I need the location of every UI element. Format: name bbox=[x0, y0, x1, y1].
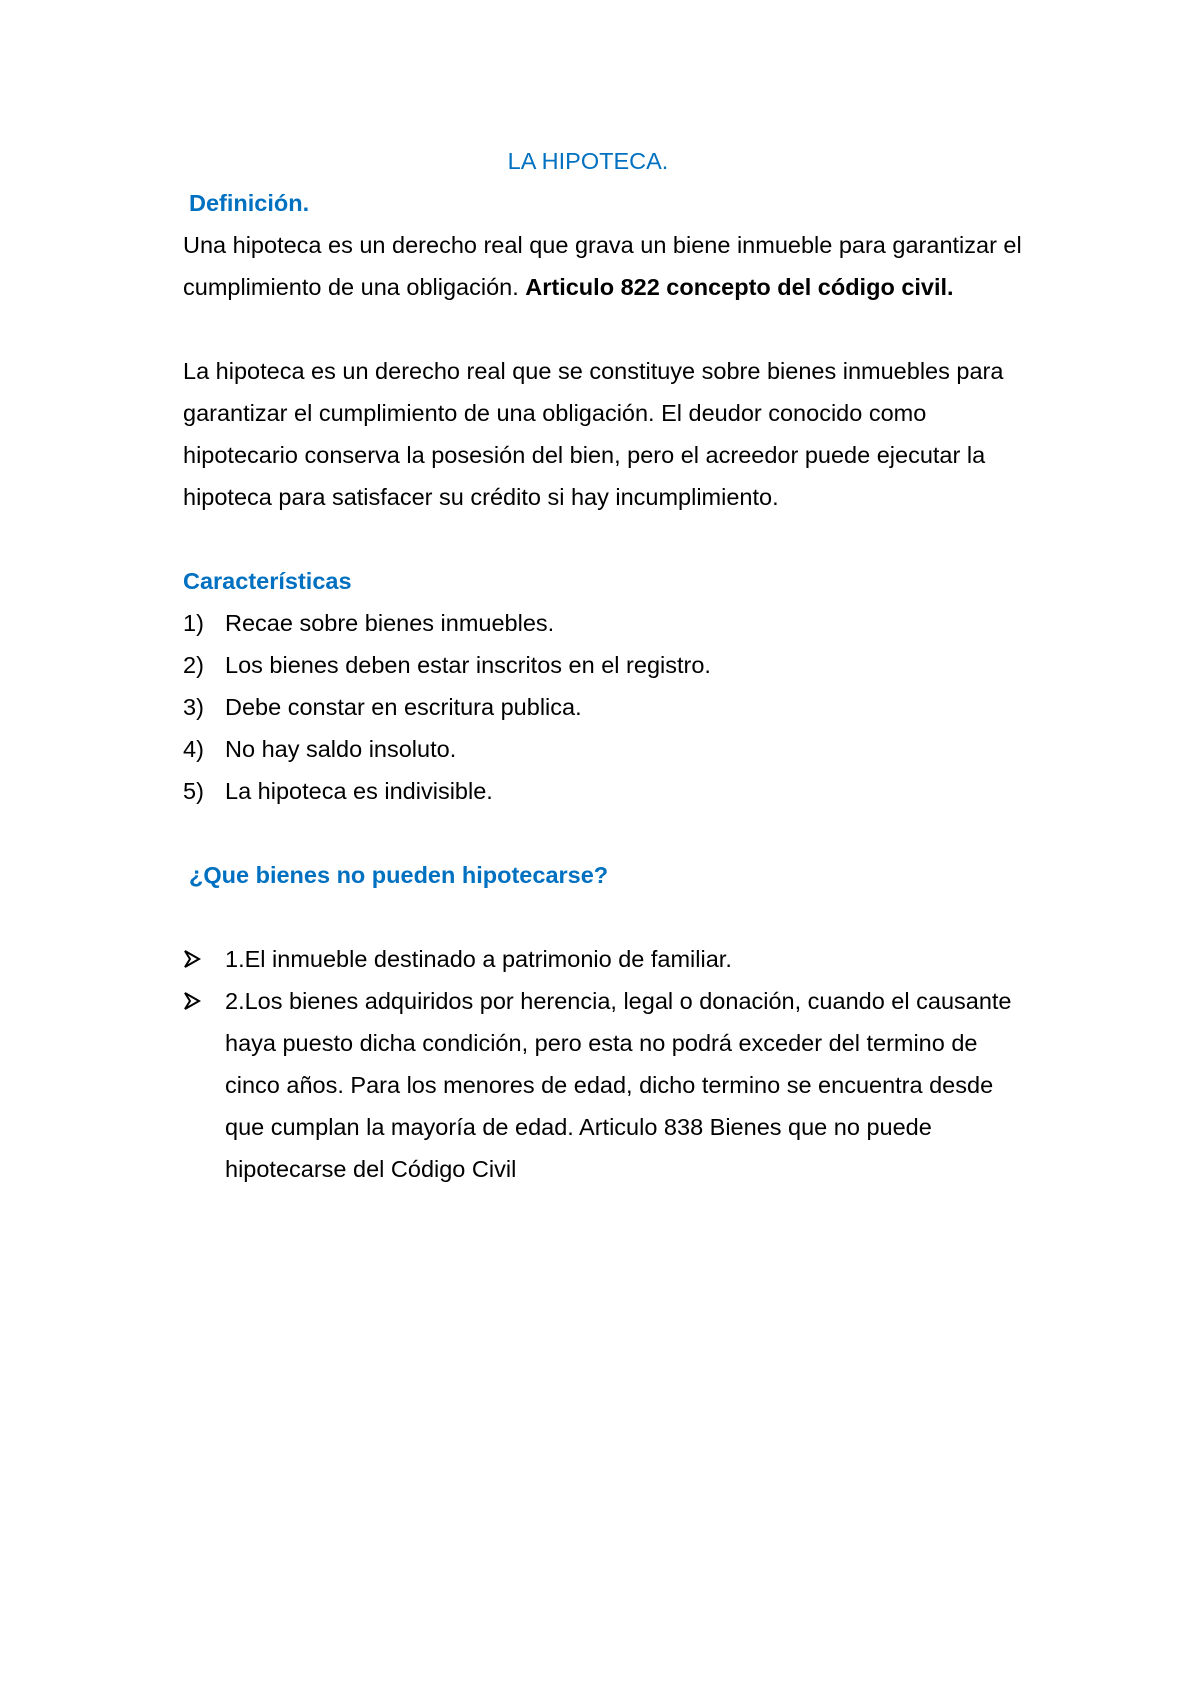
arrowhead-bullet-icon bbox=[183, 991, 201, 1011]
list-item-number: 3) bbox=[183, 694, 204, 720]
list-item bbox=[183, 602, 1023, 644]
non-mortgageable-list bbox=[183, 938, 1023, 1190]
list-item-text: La hipoteca es indivisible. bbox=[225, 778, 493, 804]
document-body bbox=[183, 140, 1023, 1190]
list-item bbox=[183, 938, 1023, 980]
list-item-number: 2) bbox=[183, 652, 204, 678]
list-item bbox=[183, 644, 1023, 686]
list-item-text: Los bienes deben estar inscritos en el registro. bbox=[225, 652, 711, 678]
list-item-text: 2.Los bienes adquiridos por herencia, legal o donación, cuando el causante haya puesto dicha condición, pero esta no podrá exceder del termino de cinco años. Para los menores de edad, dicho termino se encuentra desde que cumplan la mayoría de edad. Articulo 838 Bienes que no puede hipotecarse del Código Civil bbox=[225, 988, 1012, 1182]
definition-article-reference: Articulo 822 concepto del código civil. bbox=[525, 274, 954, 300]
list-item-number: 1) bbox=[183, 610, 204, 636]
definition-heading: Definición. bbox=[189, 190, 310, 216]
list-item bbox=[183, 686, 1023, 728]
hipoteca-description-paragraph: La hipoteca es un derecho real que se constituye sobre bienes inmuebles para garantizar el cumplimiento de una obligación. El deudor conocido como hipotecario conserva la posesión del bien, pero el acreedor puede ejecutar la hipoteca para satisfacer su crédito si hay incumplimiento. bbox=[183, 358, 1004, 510]
list-item-number: 5) bbox=[183, 778, 204, 804]
definition-paragraph bbox=[183, 224, 1023, 308]
non-mortgageable-heading: ¿Que bienes no pueden hipotecarse? bbox=[189, 862, 609, 888]
document-title: LA HIPOTECA. bbox=[507, 148, 669, 174]
spacer bbox=[183, 518, 1023, 560]
list-item bbox=[183, 980, 1023, 1190]
arrowhead-bullet-icon bbox=[183, 949, 201, 969]
list-item-text: No hay saldo insoluto. bbox=[225, 736, 457, 762]
list-item-text: Debe constar en escritura publica. bbox=[225, 694, 582, 720]
spacer bbox=[183, 896, 1023, 938]
characteristics-list bbox=[183, 602, 1023, 812]
list-item bbox=[183, 728, 1023, 770]
spacer bbox=[183, 308, 1023, 350]
definition-text: Una hipoteca es un derecho real que grava un biene inmueble para garantizar el cumplimiento de una obligación. bbox=[183, 232, 1022, 300]
spacer bbox=[183, 812, 1023, 854]
list-item bbox=[183, 770, 1023, 812]
list-item-text: Recae sobre bienes inmuebles. bbox=[225, 610, 555, 636]
characteristics-heading: Características bbox=[183, 568, 352, 594]
list-item-text: 1.El inmueble destinado a patrimonio de familiar. bbox=[225, 946, 732, 972]
list-item-number: 4) bbox=[183, 736, 204, 762]
